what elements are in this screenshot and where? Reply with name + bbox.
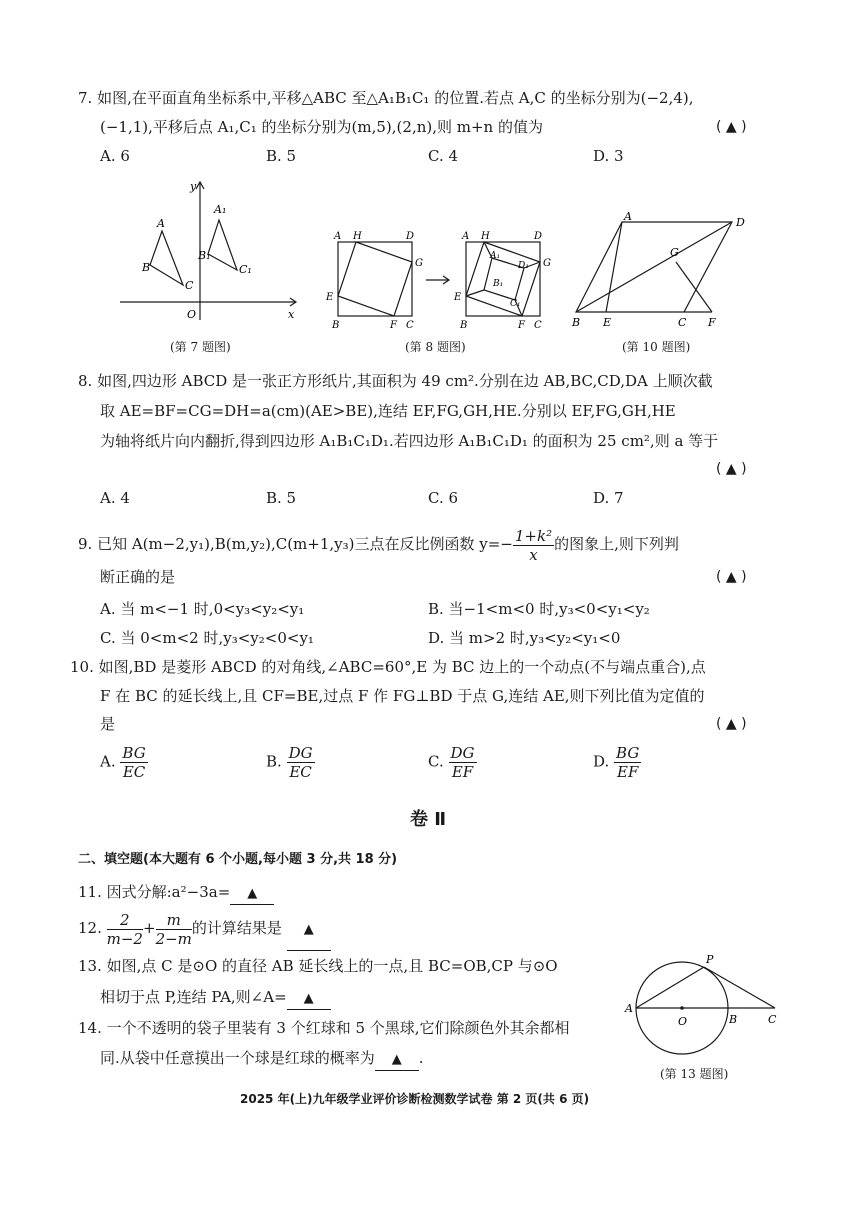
q12-post: 的计算结果是 (191, 919, 282, 937)
q7-option-d: D. 3 (593, 147, 624, 165)
q8-option-c: C. 6 (428, 489, 459, 507)
svg-text:C: C (534, 320, 542, 331)
q8-option-b: B. 5 (266, 489, 297, 507)
page-footer: 2025 年(上)九年级学业评价诊断检测数学试卷 第 2 页(共 6 页) (240, 1092, 590, 1106)
q14-end: . (418, 1049, 424, 1067)
svg-text:x: x (288, 308, 295, 321)
q14-line1: 14. 一个不透明的袋子里装有 3 个红球和 5 个黑球,它们除颜色外其余都相 (78, 1019, 570, 1037)
q10-line1: 10. 如图,BD 是菱形 ABCD 的对角线,∠ABC=60°,E 为 BC 边上的一个动点(不与端点重合),点 (70, 658, 706, 676)
q14-line2-text: 同.从袋中任意摸出一个球是红球的概率为 (100, 1049, 375, 1067)
q10-option-d-label: D. (593, 752, 610, 771)
svg-text:H: H (353, 231, 362, 242)
q9-option-c: C. 当 0<m<2 时,y₃<y₂<0<y₁ (100, 629, 314, 647)
q9-line2: 断正确的是 (100, 568, 176, 586)
q7-option-a: A. 6 (100, 147, 130, 165)
q10-option-b-den: EC (289, 763, 312, 781)
q9-line1-post: 的图象上,则下列判 (554, 535, 679, 553)
q14-line2 (100, 1048, 424, 1071)
figure-7-caption: (第 7 题图) (170, 340, 231, 354)
q10-option-b (266, 744, 315, 781)
figure-7-coordinate-plane (115, 175, 305, 325)
q10-option-a-num: BG (122, 744, 146, 762)
svg-text:F: F (390, 320, 397, 331)
q7-line1: 7. 如图,在平面直角坐标系中,平移△ABC 至△A₁B₁C₁ 的位置.若点 A,C 的坐标分别为(−2,4), (78, 89, 694, 107)
q8-line2: 取 AE=BF=CG=DH=a(cm)(AE>BE),连结 EF,FG,GH,HE.分别以 EF,FG,GH,HE (100, 402, 676, 420)
q8-line1: 8. 如图,四边形 ABCD 是一张正方形纸片,其面积为 49 cm².分别在边 AB,BC,CD,DA 上顺次截 (78, 372, 713, 390)
q12-f2-num: m (156, 911, 192, 930)
svg-text:A₁: A₁ (490, 251, 501, 261)
svg-text:E: E (326, 292, 334, 303)
q12 (78, 908, 331, 951)
q12-f1-num: 2 (107, 911, 143, 930)
q10-option-a-label: A. (100, 752, 116, 771)
q9-line1-pre: 9. 已知 A(m−2,y₁),B(m,y₂),C(m+1,y₃)三点在反比例函数 y=− (78, 535, 513, 553)
svg-text:A: A (624, 210, 632, 223)
q12-fraction-1 (107, 911, 143, 948)
svg-text:A: A (625, 1002, 633, 1015)
svg-text:A: A (334, 231, 342, 242)
svg-text:H: H (481, 231, 490, 242)
q10-option-a (100, 744, 148, 781)
svg-text:D: D (406, 231, 415, 242)
svg-text:A: A (157, 217, 165, 230)
q10-option-d-num: BG (616, 744, 640, 762)
q10-option-b-num: DG (288, 744, 313, 762)
q9-frac-num: 1+k² (514, 526, 553, 545)
q10-option-c-num: DG (450, 744, 475, 762)
q10-line3: 是 (100, 715, 116, 733)
q9-option-d: D. 当 m>2 时,y₃<y₂<y₁<0 (428, 629, 621, 647)
svg-text:B₁: B₁ (198, 249, 211, 262)
figure-13-circle (620, 948, 790, 1063)
svg-text:D: D (534, 231, 543, 242)
svg-text:O: O (678, 1015, 688, 1028)
q10-option-c-fraction (449, 744, 477, 781)
svg-text:D₁: D₁ (518, 261, 529, 271)
q13-answer-blank: ▲ (287, 989, 331, 1010)
q12-plus: + (142, 919, 156, 937)
svg-text:F: F (518, 320, 525, 331)
q10-option-d (593, 744, 641, 781)
q8-answer-mark: ( ▲ ) (716, 461, 747, 477)
q10-option-d-den: EF (617, 763, 639, 781)
q12-fraction-2 (156, 911, 192, 948)
svg-text:C: C (185, 279, 194, 292)
q10-option-b-fraction (287, 744, 315, 781)
q9-answer-mark: ( ▲ ) (716, 569, 747, 585)
svg-text:C: C (678, 316, 687, 329)
q12-number: 12. (78, 919, 102, 937)
svg-text:B₁: B₁ (493, 279, 504, 289)
svg-text:E: E (454, 292, 462, 303)
q9-option-b: B. 当−1<m<0 时,y₃<0<y₁<y₂ (428, 600, 650, 618)
q10-option-d-fraction (614, 744, 641, 781)
q10-option-a-den: EC (122, 763, 146, 781)
svg-text:E: E (603, 316, 612, 329)
q8-option-a: A. 4 (100, 489, 130, 507)
figure-8-squares (320, 228, 550, 336)
q11-text: 11. 因式分解:a²−3a= (78, 883, 231, 901)
q10-answer-mark: ( ▲ ) (716, 716, 747, 732)
q8-line3: 为轴将纸片向内翻折,得到四边形 A₁B₁C₁D₁.若四边形 A₁B₁C₁D₁ 的面积为 25 cm²,则 a 等于 (100, 432, 719, 450)
q12-f2-den: 2−m (155, 929, 192, 948)
svg-text:B: B (729, 1013, 738, 1026)
q9-line1 (78, 525, 679, 564)
svg-text:C: C (406, 320, 414, 331)
figure-10-rhombus (560, 208, 760, 332)
svg-text:G: G (670, 246, 679, 259)
q9-option-a: A. 当 m<−1 时,0<y₃<y₂<y₁ (100, 600, 305, 618)
section-2-title: 卷 Ⅱ (410, 809, 447, 830)
q10-option-c-label: C. (428, 752, 444, 771)
q12-answer-blank: ▲ (287, 910, 331, 951)
q7-answer-mark: ( ▲ ) (716, 119, 747, 135)
q11 (78, 882, 274, 905)
section-2-heading: 二、填空题(本大题有 6 个小题,每小题 3 分,共 18 分) (78, 852, 398, 867)
figure-10-caption: (第 10 题图) (622, 340, 691, 354)
q14-answer-blank: ▲ (375, 1050, 419, 1071)
svg-text:B: B (572, 316, 581, 329)
q7-option-b: B. 5 (266, 147, 297, 165)
figure-13-caption: (第 13 题图) (660, 1067, 729, 1081)
svg-text:O: O (187, 308, 197, 321)
q12-f1-den: m−2 (106, 929, 143, 948)
svg-text:C₁: C₁ (239, 263, 252, 276)
svg-text:A₁: A₁ (214, 203, 227, 216)
q9-fraction (513, 527, 554, 564)
q10-option-b-label: B. (266, 752, 282, 771)
q9-frac-den: x (529, 545, 538, 564)
svg-text:C: C (768, 1013, 777, 1026)
svg-text:G: G (543, 258, 551, 269)
svg-text:y: y (190, 180, 197, 193)
q10-option-c (428, 744, 477, 781)
svg-text:D: D (736, 216, 745, 229)
q13-line2 (100, 987, 331, 1010)
svg-text:A: A (462, 231, 470, 242)
q10-line2: F 在 BC 的延长线上,且 CF=BE,过点 F 作 FG⊥BD 于点 G,连结 AE,则下列比值为定值的 (100, 687, 705, 705)
q7-line2: (−1,1),平移后点 A₁,C₁ 的坐标分别为(m,5),(2,n),则 m+n 的值为 (100, 118, 543, 136)
q7-option-c: C. 4 (428, 147, 459, 165)
q10-option-a-fraction (120, 744, 147, 781)
q8-option-d: D. 7 (593, 489, 624, 507)
svg-text:G: G (415, 258, 423, 269)
q10-option-c-den: EF (451, 763, 474, 781)
svg-text:B: B (142, 261, 151, 274)
q11-answer-blank: ▲ (230, 884, 274, 905)
svg-text:B: B (332, 320, 340, 331)
svg-text:F: F (708, 316, 716, 329)
figure-8-caption: (第 8 题图) (405, 340, 466, 354)
svg-text:P: P (706, 953, 714, 966)
svg-text:C₁: C₁ (510, 299, 521, 309)
svg-text:B: B (460, 320, 468, 331)
q13-line2-text: 相切于点 P,连结 PA,则∠A= (100, 988, 287, 1006)
q13-line1: 13. 如图,点 C 是⊙O 的直径 AB 延长线上的一点,且 BC=OB,CP 与⊙O (78, 957, 558, 975)
